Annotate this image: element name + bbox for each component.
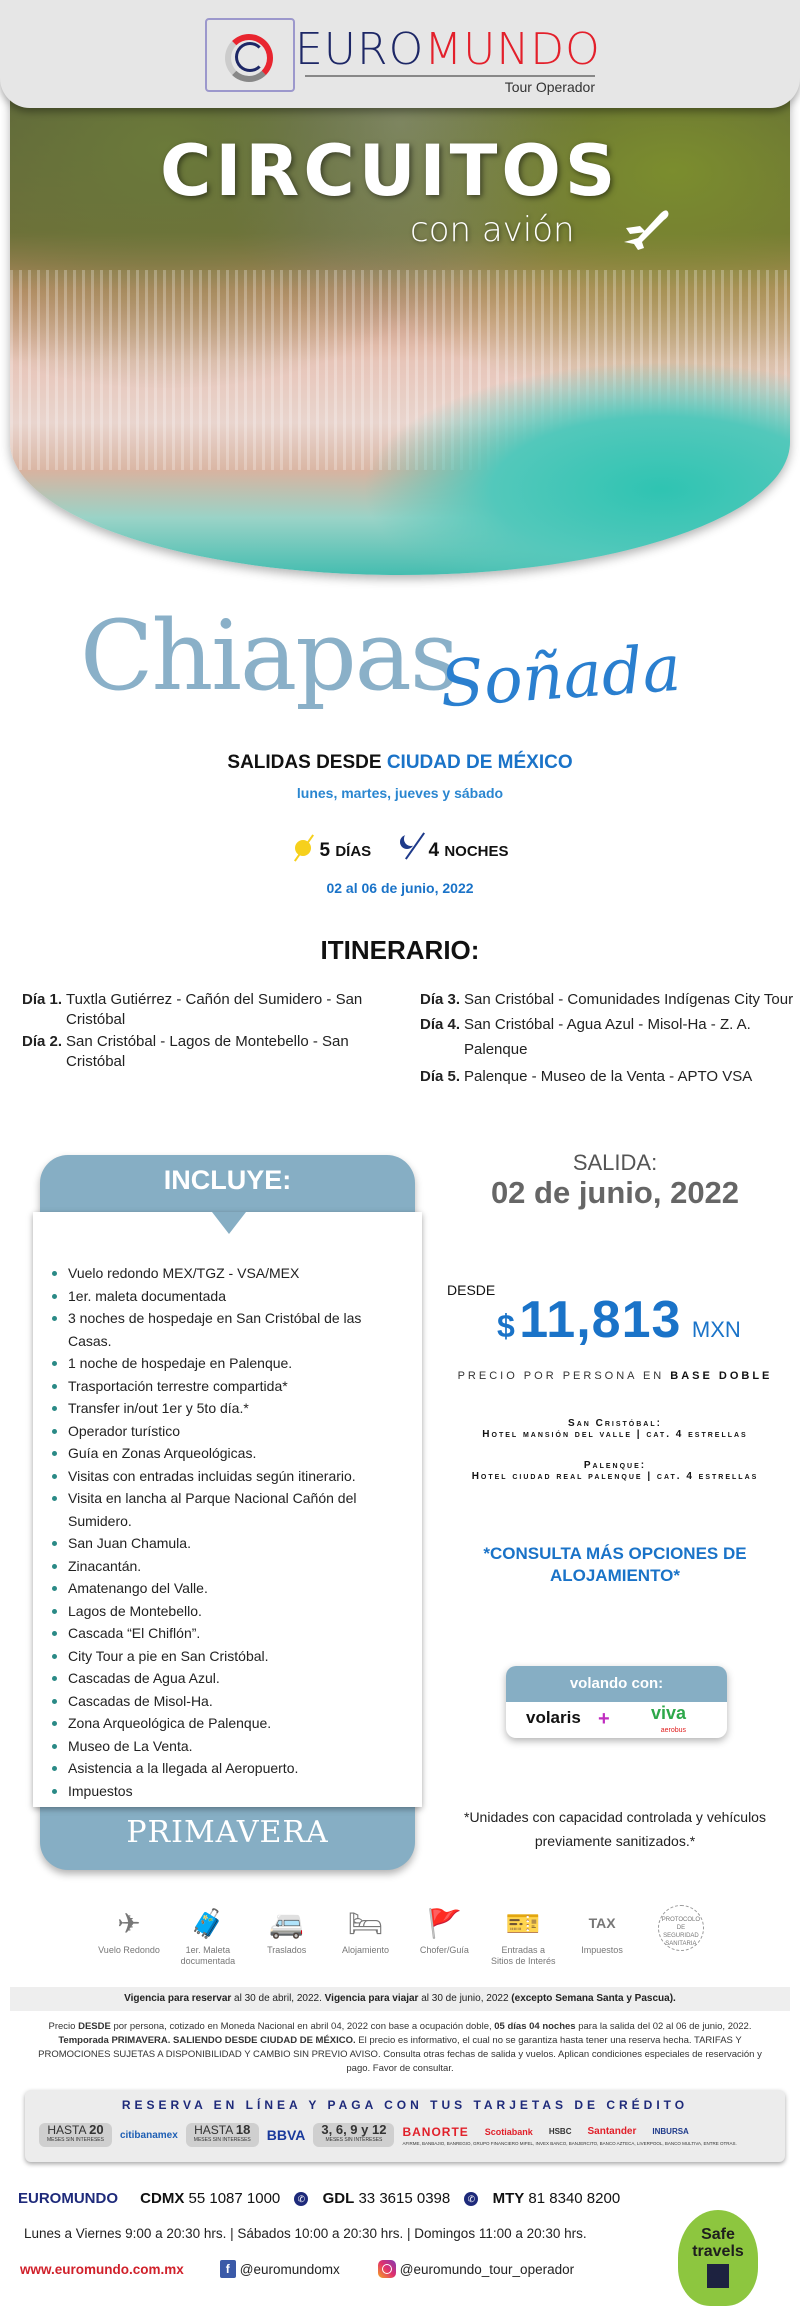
footer-phones bbox=[18, 2190, 620, 2207]
hotel-detail: Hotel ciudad real palenque | cat. 4 estrellas bbox=[471, 1471, 759, 1482]
validity-bar bbox=[10, 1987, 790, 2011]
banks-note: AFIRME, BANBAJIO, BANREGIO, GRUPO FINANCIERO MIFEL, INVEX BANCO, BANJERCITO, BANCO AZTECA, LIVERPOOL, BANCO MULTIVA, ENTRE OTRAS. bbox=[402, 2140, 737, 2146]
instagram-handle[interactable]: @euromundo_tour_operador bbox=[399, 2261, 575, 2277]
viva-text: viva bbox=[651, 1703, 687, 1723]
itinerary-item bbox=[22, 1032, 402, 1072]
hero-title: CIRCUITOS bbox=[160, 130, 620, 212]
moon-icon bbox=[402, 832, 426, 860]
price-currency: MXN bbox=[691, 1317, 741, 1342]
more-lodging-options-link[interactable]: *CONSULTA MÁS OPCIONES DE ALOJAMIENTO* bbox=[483, 1544, 747, 1585]
logo-divider bbox=[305, 75, 595, 77]
includes-item: Trasportación terrestre compartida* bbox=[48, 1375, 408, 1398]
includes-item: Impuestos bbox=[48, 1780, 408, 1803]
service-item bbox=[253, 1905, 321, 1975]
includes-item: Zona Arqueológica de Palenque. bbox=[48, 1712, 408, 1735]
days-count: 5 bbox=[319, 840, 331, 861]
departures-prefix: SALIDAS DESDE bbox=[227, 752, 387, 773]
footer-brand: EUROMUNDO bbox=[18, 2190, 118, 2207]
service-item bbox=[332, 1905, 400, 1975]
msi-prefix: HASTA bbox=[47, 2123, 90, 2137]
itinerary-day: Día 1. bbox=[22, 991, 63, 1008]
plane-icon bbox=[620, 208, 672, 252]
hotel-info bbox=[430, 1418, 800, 1440]
nights-count: 4 bbox=[428, 840, 440, 861]
van-icon: 🚐 bbox=[269, 1907, 305, 1939]
includes-item: Transfer in/out 1er y 5to día.* bbox=[48, 1397, 408, 1420]
citibanamex-logo: citibanamex bbox=[119, 2129, 178, 2141]
itinerary-left-column bbox=[22, 990, 402, 1074]
service-label: Impuestos bbox=[581, 1945, 623, 1955]
header bbox=[0, 0, 800, 108]
tax-icon: TAX bbox=[588, 1914, 616, 1931]
msi-months: 18 bbox=[235, 2122, 251, 2137]
phone-city: GDL bbox=[322, 2190, 355, 2207]
facebook-icon[interactable]: f bbox=[220, 2260, 236, 2278]
itinerary-item bbox=[22, 990, 402, 1030]
hotel-detail: Hotel mansión del valle | cat. 4 estrellas bbox=[482, 1429, 748, 1440]
msi-sub: MESES SIN INTERESES bbox=[47, 2137, 104, 2143]
price bbox=[497, 1290, 741, 1350]
logo-euro: EURO bbox=[295, 24, 425, 75]
sanitization-note: *Unidades con capacidad controlada y vehículos previamente sanitizados.* bbox=[464, 1809, 766, 1849]
itinerary-item bbox=[420, 1012, 800, 1062]
hero-pool bbox=[361, 361, 790, 575]
includes-item: Vuelo redondo MEX/TGZ - VSA/MEX bbox=[48, 1262, 408, 1285]
viva-sub: aerobus bbox=[660, 1727, 687, 1734]
price-amount: 11,813 bbox=[519, 1291, 682, 1349]
instagram-icon[interactable] bbox=[378, 2260, 396, 2278]
service-item bbox=[95, 1905, 163, 1975]
phone-city: CDMX bbox=[140, 2190, 185, 2207]
msi-badge bbox=[39, 2123, 112, 2147]
msi-months: 3, 6, 9 y 12 bbox=[321, 2122, 387, 2137]
payment-banner bbox=[25, 2090, 785, 2162]
itinerary-item bbox=[420, 1064, 800, 1089]
msi-sub: MESES SIN INTERESES bbox=[193, 2137, 251, 2143]
validity-exception: (excepto Semana Santa y Pascua). bbox=[511, 1993, 676, 2004]
safe-line2: travels bbox=[692, 2243, 744, 2260]
includes-item: 3 noches de hospedaje en San Cristóbal de las Casas. bbox=[48, 1307, 408, 1352]
itinerary-title: ITINERARIO: bbox=[320, 935, 480, 965]
volaris-plus-icon: + bbox=[598, 1708, 610, 1730]
hero-subtitle: con avión bbox=[410, 210, 575, 250]
validity-book-date: al 30 de abril, 2022. bbox=[231, 1993, 325, 2004]
departure-days: lunes, martes, jueves y sábado bbox=[296, 785, 504, 801]
suitcase-icon: 🧳 bbox=[190, 1907, 226, 1939]
validity-book-label: Vigencia para reservar bbox=[124, 1993, 232, 2004]
days-label: DÍAS bbox=[335, 843, 372, 860]
service-item bbox=[568, 1905, 636, 1975]
itinerary-text: San Cristóbal - Comunidades Indígenas City Tour bbox=[464, 991, 794, 1008]
itinerary-text: Palenque - Museo de la Venta - APTO VSA bbox=[464, 1068, 753, 1085]
msi-sub: MESES SIN INTERESES bbox=[325, 2137, 383, 2143]
nights-label: NOCHES bbox=[444, 843, 509, 860]
includes-item: Zinacantán. bbox=[48, 1555, 408, 1578]
includes-item: City Tour a pie en San Cristóbal. bbox=[48, 1645, 408, 1668]
fine-bold: 05 días 04 noches bbox=[494, 2021, 576, 2032]
payment-options bbox=[39, 2122, 737, 2148]
includes-notch-icon bbox=[212, 1212, 246, 1234]
currency-symbol: $ bbox=[497, 1308, 515, 1344]
fine-text: El precio es informativo, el cual no se garantiza hasta tener una reserva hecha. TARIFAS Y PROMOCIONES SUJETAS A DISPONIBILIDAD Y CAMBIO SIN PREVIO AVISO. Consulta otras fechas de salida y vuelos. Aplican condiciones especiales de reservación y pago. Favor de consultar. bbox=[38, 2035, 762, 2074]
msi-months: 20 bbox=[89, 2122, 104, 2137]
bbva-logo: BBVA bbox=[266, 2127, 306, 2143]
safe-line1: Safe bbox=[701, 2226, 735, 2243]
viva-aerobus-logo bbox=[651, 1704, 686, 1738]
season-label: PRIMAVERA bbox=[126, 1815, 329, 1850]
destination-title: Chiapas bbox=[80, 600, 458, 712]
banorte-logo: BANORTE bbox=[402, 2124, 469, 2139]
hotel-city: Palenque: bbox=[583, 1460, 647, 1471]
footer-hours: Lunes a Viernes 9:00 a 20:30 hrs. | Sábados 10:00 a 20:30 hrs. | Domingos 11:00 a 20:30 hrs. bbox=[24, 2226, 587, 2241]
service-item bbox=[174, 1905, 242, 1975]
hsbc-logo: HSBC bbox=[548, 2127, 572, 2136]
itinerary-day: Día 2. bbox=[22, 1033, 63, 1050]
includes-item: Asistencia a la llegada al Aeropuerto. bbox=[48, 1757, 408, 1780]
includes-list bbox=[48, 1262, 408, 1802]
trip-duration bbox=[0, 832, 800, 862]
includes-item: San Juan Chamula. bbox=[48, 1532, 408, 1555]
phone-city: MTY bbox=[492, 2190, 525, 2207]
hotel-city: San Cristóbal: bbox=[568, 1418, 662, 1429]
includes-item: Museo de La Venta. bbox=[48, 1735, 408, 1758]
airlines-title: volando con: bbox=[506, 1666, 727, 1702]
price-basis bbox=[430, 1370, 800, 1382]
santander-logo: Santander bbox=[587, 2126, 637, 2137]
other-banks bbox=[402, 2125, 736, 2146]
payment-title: RESERVA EN LÍNEA Y PAGA CON TUS TARJETAS DE CRÉDITO bbox=[121, 2098, 689, 2112]
bed-icon: 🛏 bbox=[347, 1907, 384, 1939]
departure-date: 02 de junio, 2022 bbox=[490, 1175, 740, 1210]
itinerary-day: Día 3. bbox=[420, 991, 461, 1008]
fine-text: Precio bbox=[48, 2021, 79, 2032]
logo-subtitle: Tour Operador bbox=[504, 79, 595, 95]
msi-badge bbox=[313, 2123, 394, 2147]
service-item bbox=[410, 1905, 478, 1975]
itinerary-day: Día 4. bbox=[420, 1016, 461, 1033]
service-label: Vuelo Redondo bbox=[98, 1945, 160, 1955]
fine-text: para la salida del 02 al 06 de junio, 2022. bbox=[575, 2021, 752, 2032]
inbursa-logo: INBURSA bbox=[652, 2127, 689, 2136]
fine-bold: DESDE bbox=[78, 2021, 111, 2032]
wttc-logo-icon bbox=[707, 2264, 729, 2288]
phone-number[interactable]: 81 8340 8200 bbox=[528, 2190, 621, 2207]
includes-item: Lagos de Montebello. bbox=[48, 1600, 408, 1623]
fine-print bbox=[30, 2020, 770, 2076]
includes-item: 1er. maleta documentada bbox=[48, 1285, 408, 1308]
services-row bbox=[95, 1905, 715, 1975]
logo-ring-inner-icon bbox=[235, 42, 265, 72]
includes-item: Visitas con entradas incluidas según itinerario. bbox=[48, 1465, 408, 1488]
trip-dates: 02 al 06 de junio, 2022 bbox=[326, 880, 474, 896]
phone-icon: ✆ bbox=[464, 2192, 478, 2206]
fine-text: por persona, cotizado en Moneda Nacional en abril 04, 2022 con base a ocupación doble, bbox=[110, 2021, 495, 2032]
price-from-label: DESDE bbox=[447, 1282, 496, 1298]
plane-icon: ✈ bbox=[117, 1907, 141, 1939]
includes-item: Visita en lancha al Parque Nacional Cañón del Sumidero. bbox=[48, 1487, 408, 1532]
guide-icon: 🚩 bbox=[426, 1907, 462, 1939]
itinerary-right-column bbox=[420, 990, 800, 1091]
price-basis-bold: BASE DOBLE bbox=[670, 1370, 773, 1382]
volaris-logo: volaris bbox=[526, 1708, 581, 1727]
website-link[interactable]: www.euromundo.com.mx bbox=[20, 2261, 184, 2277]
includes-item: Amatenango del Valle. bbox=[48, 1577, 408, 1600]
itinerary-text: San Cristóbal - Agua Azul - Misol-Ha - Z. A. Palenque bbox=[464, 1016, 751, 1058]
msi-badge bbox=[186, 2123, 259, 2147]
airline-logos bbox=[506, 1702, 727, 1738]
sun-icon bbox=[291, 834, 317, 860]
euromundo-logo[interactable] bbox=[205, 18, 601, 96]
protocol-badge bbox=[647, 1905, 715, 1975]
includes-item: Operador turístico bbox=[48, 1420, 408, 1443]
service-label: Chofer/Guía bbox=[419, 1945, 469, 1955]
service-label: Entradas a Sitios de Interés bbox=[490, 1945, 556, 1966]
phone-number[interactable]: 33 3615 0398 bbox=[358, 2190, 451, 2207]
airlines-box bbox=[506, 1666, 727, 1738]
destination-script-title: Soñada bbox=[437, 631, 684, 723]
sanitary-protocol-icon: PROTOCOLO DE SEGURIDAD SANITARIA bbox=[658, 1905, 704, 1951]
price-basis-prefix: PRECIO POR PERSONA EN bbox=[457, 1370, 671, 1382]
departure-label: SALIDA: bbox=[572, 1150, 658, 1175]
service-label: 1er. Maleta documentada bbox=[180, 1945, 236, 1966]
scotiabank-logo: Scotiabank bbox=[484, 2126, 533, 2137]
itinerary-day: Día 5. bbox=[420, 1068, 461, 1085]
includes-item: Cascadas de Misol-Ha. bbox=[48, 1690, 408, 1713]
departure-city: CIUDAD DE MÉXICO bbox=[386, 752, 573, 773]
service-item bbox=[489, 1905, 557, 1975]
phone-number[interactable]: 55 1087 1000 bbox=[188, 2190, 281, 2207]
logo-text bbox=[295, 24, 601, 75]
includes-item: Cascada “El Chiflón”. bbox=[48, 1622, 408, 1645]
validity-travel-label: Vigencia para viajar bbox=[324, 1993, 419, 2004]
includes-title: INCLUYE: bbox=[163, 1165, 292, 1195]
includes-item: 1 noche de hospedaje en Palenque. bbox=[48, 1352, 408, 1375]
includes-item: Cascadas de Agua Azul. bbox=[48, 1667, 408, 1690]
footer-links bbox=[20, 2260, 660, 2278]
itinerary-item bbox=[420, 990, 800, 1010]
facebook-handle[interactable]: @euromundomx bbox=[239, 2261, 340, 2277]
itinerary-text: San Cristóbal - Lagos de Montebello - San Cristóbal bbox=[66, 1033, 349, 1070]
fine-bold: Temporada PRIMAVERA. SALIENDO DESDE CIUDAD DE MÉXICO. bbox=[58, 2035, 356, 2046]
validity-travel-date: al 30 de junio, 2022 bbox=[418, 1993, 512, 2004]
itinerary-text: Tuxtla Gutiérrez - Cañón del Sumidero - San Cristóbal bbox=[66, 991, 363, 1028]
phone-icon: ✆ bbox=[294, 2192, 308, 2206]
hotel-info bbox=[430, 1460, 800, 1482]
includes-item: Guía en Zonas Arqueológicas. bbox=[48, 1442, 408, 1465]
msi-prefix: HASTA bbox=[194, 2123, 236, 2137]
departures-from bbox=[0, 752, 800, 774]
safe-travels-badge bbox=[678, 2210, 758, 2306]
ticket-icon: 🎫 bbox=[505, 1907, 541, 1939]
service-label: Traslados bbox=[267, 1945, 307, 1955]
service-label: Alojamiento bbox=[342, 1945, 390, 1955]
logo-mundo: MUNDO bbox=[424, 24, 601, 75]
hero-image-waterfall bbox=[10, 100, 790, 575]
